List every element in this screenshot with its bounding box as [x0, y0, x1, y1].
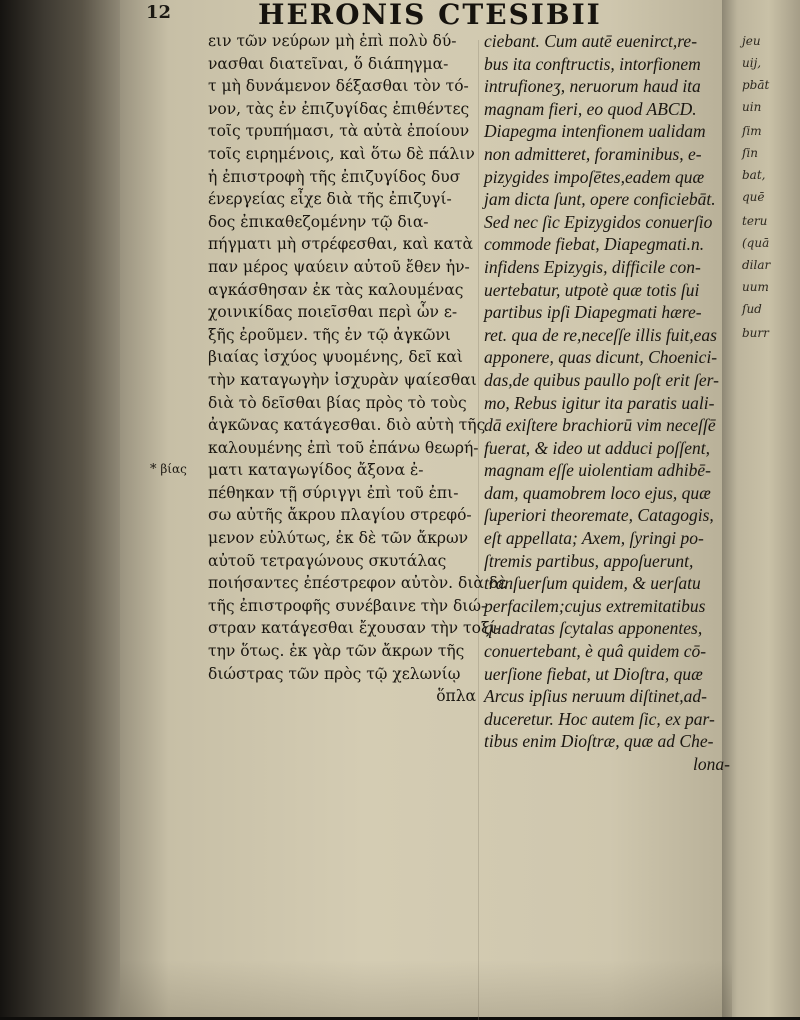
greek-line: βιαίας ἰσχύος ψυομένης, δεῖ καὶ — [208, 348, 463, 367]
latin-line: infidens Epizygis, difficile con- — [484, 256, 701, 277]
latin-line: bus ita conftructis, intorfionem — [484, 53, 701, 74]
greek-line: ματι καταγωγίδος ἄξονα ἐ- — [208, 461, 424, 480]
greek-line: νασθαι διατεῖναι, ὅ διάπηγμα- — [208, 54, 449, 73]
margin-note — [150, 462, 187, 477]
latin-line: perfacilem;cujus extremitatibus — [484, 595, 706, 616]
greek-line: τοῖς ειρημένοις, καὶ ὅτω δὲ πάλιν — [208, 144, 475, 163]
latin-line: ſtremis partibus, appoſuerunt, — [484, 550, 694, 571]
facing-fragment: uij, — [742, 56, 762, 70]
margin-note-text: βίας — [160, 462, 187, 476]
greek-line: τ μὴ δυνάμενον δέξασθαι τὸν τό- — [208, 77, 469, 96]
latin-line: Arcus ipſius neruum diſtinet,ad- — [484, 686, 707, 707]
latin-line: duceretur. Hoc autem ſic, ex par- — [484, 708, 715, 729]
latin-line: intrufioneʒ, neruorum haud ita — [484, 76, 701, 97]
column-divider — [478, 40, 479, 1020]
greek-line: ἀγκῶνας κατάγεσθαι. διὸ αὐτὴ τῆς — [208, 416, 486, 435]
greek-line: μενον εὐλύτως, ἐκ δὲ τῶν ἄκρων — [208, 529, 469, 548]
greek-line: νον, τὰς ἐν ἐπιζυγίδας ἐπιθέντες — [208, 99, 470, 118]
latin-line: ſuperiori theoremate, Catagogis, — [484, 505, 714, 526]
latin-line: quadratas ſcytalas apponentes, — [484, 618, 703, 639]
latin-line: partibus ipſi Diapegmati hære- — [484, 302, 702, 323]
latin-line: magnam fieri, eo quod ABCD. — [484, 98, 697, 119]
latin-column — [484, 30, 730, 776]
greek-line: παν μέρος ψαύειν αὐτοῦ ἔθεν ἠν- — [208, 257, 470, 276]
greek-column — [208, 30, 507, 708]
greek-line: ειν τῶν νεύρων μὴ ἐπὶ πολὺ δύ- — [208, 32, 457, 50]
latin-line: fuerat, & ideo ut adduci poſſent, — [484, 437, 711, 458]
greek-line: δος ἐπικαθεζομένην τῷ δια- — [208, 212, 429, 231]
greek-line: ἡ ἐπιστροφὴ τῆς ἐπιζυγίδος δυσ — [208, 167, 461, 186]
greek-line: καλουμένης ἐπὶ τοῦ ἐπάνω θεωρή- — [208, 438, 479, 457]
latin-line: ciebant. Cum autē euenirct,re- — [484, 31, 698, 51]
latin-line: uertebatur, utpotè quæ totis ſui — [484, 279, 700, 300]
facing-fragment: burr — [742, 326, 769, 340]
latin-line: Sed nec ſic Epizygidos conuerſio — [484, 211, 713, 232]
greek-line: χοινικίδας ποιεῖσθαι περὶ ὧν ε- — [208, 303, 458, 322]
greek-line: πήγματι μὴ στρέφεσθαι, καὶ κατὰ — [208, 235, 473, 254]
facing-fragment: pbāt — [742, 78, 770, 92]
latin-line: tranſuerſum quidem, & uerſatu — [484, 573, 701, 594]
latin-line: magnam eſſe uiolentiam adhibē- — [484, 460, 711, 481]
running-head: HERONIS CTESIBII — [258, 0, 602, 31]
greek-line: διὰ τὸ δεῖσθαι βίας πρὸς τὸ τοὺς — [208, 393, 467, 412]
latin-line: uerſione fiebat, ut Dioſtra, quæ — [484, 663, 703, 684]
latin-line: dā exiſtere brachiorū vim neceſſē — [484, 415, 716, 436]
facing-fragment: dilar — [742, 258, 771, 272]
greek-line: διώστρας τῶν πρὸς τῷ χελωνίῳ — [208, 664, 461, 683]
facing-fragment: quē — [742, 190, 765, 204]
latin-line: non admitteret, foraminibus, e- — [484, 143, 702, 164]
greek-line: ποιήσαντες ἐπέστρεφον αὐτὸν. διὰ δὲ — [208, 574, 507, 593]
greek-line: τὴν καταγωγὴν ἰσχυρὰν ψαίεσθαι — [208, 370, 477, 389]
latin-line: apponere, quas dicunt, Choenici- — [484, 347, 718, 368]
page-bottom-shadow — [120, 960, 732, 1017]
latin-line: Diapegma intenfionem ualidam — [484, 121, 706, 142]
latin-line: tibus enim Dioſtræ, quæ ad Che- — [484, 731, 714, 752]
facing-fragment: bat, — [742, 168, 766, 182]
greek-line: αὐτοῦ τετραγώνους σκυτάλας — [208, 551, 447, 570]
greek-line: στραν κατάγεσθαι ἔχουσαν τὴν τοξί- — [208, 619, 501, 638]
facing-fragment: uin — [742, 100, 762, 114]
greek-line: ξῆς ἐροῦμεν. τῆς ἐν τῷ ἀγκῶνι — [208, 325, 451, 344]
latin-line: eſt appellata; Axem, ſyringi po- — [484, 528, 704, 549]
greek-line: τοῖς τρυπήμασι, τὰ αὐτὰ ἐποίουν — [208, 122, 470, 141]
latin-line: mo, Rebus igitur ita paratis uali- — [484, 392, 715, 413]
latin-line: conuertebant, è quâ quidem cō- — [484, 641, 707, 662]
greek-catchword: ὅπλα — [436, 687, 476, 706]
latin-line: ret. qua de re,neceſſe illis fuit,eas — [484, 324, 717, 345]
greek-line: την ὅτως. ἐκ γὰρ τῶν ἄκρων τῆς — [208, 642, 465, 661]
facing-fragment: teru — [742, 214, 768, 228]
latin-line: das,de quibus paullo poſt erit ſer- — [484, 369, 719, 390]
facing-fragment: uum — [742, 280, 769, 294]
latin-line: commode fiebat, Diapegmati.n. — [484, 234, 705, 255]
facing-page-edge — [722, 0, 800, 1017]
latin-line: dam, quamobrem loco ejus, quæ — [484, 482, 711, 503]
facing-fragment: jeu — [742, 34, 761, 48]
greek-line: πέθηκαν τῇ σύριγγι ἐπὶ τοῦ ἐπι- — [208, 483, 459, 502]
facing-fragment: ſim — [742, 124, 762, 138]
latin-line: pizygides impoſētes,eadem quæ — [484, 166, 705, 187]
page-number: 12 — [146, 2, 172, 23]
facing-fragment: (quā — [742, 236, 770, 250]
greek-line: τῆς ἐπιστροφῆς συνέβαινε τὴν διώ- — [208, 596, 487, 615]
footnote-mark: * — [150, 462, 157, 477]
greek-line: ένεργείας εἶχε διὰ τῆς ἐπιζυγί- — [208, 190, 452, 209]
facing-fragment: ſin — [742, 146, 759, 160]
facing-fragment: ſud — [742, 302, 762, 316]
greek-line: σω αὐτῆς ἄκρου πλαγίου στρεφό- — [208, 506, 472, 525]
latin-catchword: lona- — [693, 754, 730, 774]
latin-line: jam dicta ſunt, opere conficiebāt. — [484, 189, 716, 210]
greek-line: αγκάσθησαν ἐκ τὰς καλουμένας — [208, 280, 464, 299]
